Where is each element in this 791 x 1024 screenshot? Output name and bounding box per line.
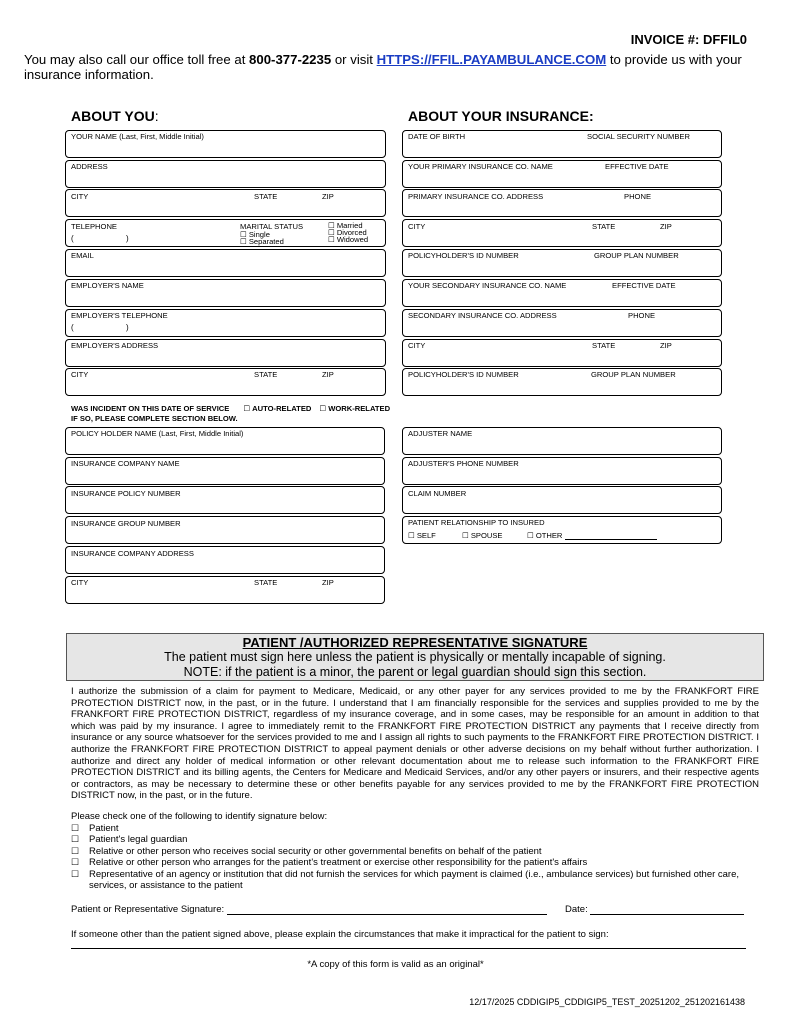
patient-relationship-label: PATIENT RELATIONSHIP TO INSURED (408, 518, 545, 527)
option-relative-benefits-checkbox[interactable]: ☐ Relative or other person who receives social security or other governmental benefits on behalf of the patient (71, 846, 761, 857)
claim-number-field[interactable] (402, 486, 722, 514)
secondary-phone-label: PHONE (628, 311, 656, 320)
insurance-zip-label: ZIP (660, 222, 672, 231)
your-name-label: YOUR NAME (Last, First, Middle Initial) (71, 132, 204, 141)
adjuster-name-label: ADJUSTER NAME (408, 429, 473, 438)
single-checkbox[interactable]: ☐ Single (240, 230, 270, 239)
email-label: EMAIL (71, 251, 94, 260)
employer-telephone-label: EMPLOYER'S TELEPHONE (71, 311, 168, 320)
incident-zip-label: ZIP (322, 578, 334, 587)
insurance-city-label: CITY (408, 222, 426, 231)
dob-label: DATE OF BIRTH (408, 132, 466, 141)
other-checkbox[interactable]: ☐ OTHER (527, 531, 657, 540)
secondary-zip-label: ZIP (660, 341, 672, 350)
incident-question (71, 404, 390, 423)
signature-label: Patient or Representative Signature: (71, 904, 225, 915)
signature-title: PATIENT /AUTHORIZED REPRESENTATIVE SIGNATURE (242, 635, 588, 650)
intro-post: to provide us with your insurance information. (24, 52, 742, 82)
city-state-zip-field[interactable] (65, 189, 386, 217)
signature-line (71, 904, 547, 915)
employer-name-label: EMPLOYER'S NAME (71, 281, 144, 290)
payment-url-link[interactable]: HTTPS://FFIL.PAYAMBULANCE.COM (376, 52, 607, 67)
secondary-city-state-zip-field[interactable] (402, 339, 722, 367)
incident-state-label: STATE (254, 578, 278, 587)
explain-input[interactable] (71, 948, 746, 949)
insurance-group-number-label: INSURANCE GROUP NUMBER (71, 519, 181, 528)
secondary-policyholder-id-field[interactable] (402, 368, 722, 396)
dob-ssn-field[interactable] (402, 130, 722, 158)
invoice-number: INVOICE #: DFFIL0 (630, 32, 747, 47)
your-name-field[interactable] (65, 130, 386, 158)
signature-header (66, 633, 764, 681)
work-related-checkbox[interactable]: ☐ WORK-RELATED (319, 404, 390, 413)
telephone-marital-field[interactable] (65, 219, 386, 247)
employer-address-label: EMPLOYER'S ADDRESS (71, 341, 159, 350)
secondary-effective-date-label: EFFECTIVE DATE (612, 281, 676, 290)
zip-label: ZIP (322, 192, 334, 201)
footer-document-id: 12/17/2025 CDDIGIP5_CDDIGIP5_TEST_20251202_251202161438 (469, 997, 745, 1007)
secondary-city-label: CITY (408, 341, 426, 350)
state-label: STATE (254, 192, 278, 201)
email-field[interactable] (65, 249, 386, 277)
spouse-checkbox[interactable]: ☐ SPOUSE (462, 531, 502, 540)
primary-insurance-address-label: PRIMARY INSURANCE CO. ADDRESS (408, 192, 544, 201)
signature-instruction: The patient must sign here unless the patient is physically or mentally incapable of signing. (164, 650, 666, 664)
secondary-insurance-address-field[interactable] (402, 309, 722, 337)
telephone-paren-open: ( (71, 234, 74, 243)
date-label: Date: (565, 904, 588, 915)
signature-check-intro: Please check one of the following to identify signature below: (71, 811, 328, 822)
telephone-paren-close: ) (126, 234, 129, 243)
telephone-label: TELEPHONE (71, 222, 117, 231)
ssn-label: SOCIAL SECURITY NUMBER (587, 132, 690, 141)
policyholder-id-field[interactable] (402, 249, 722, 277)
insurance-policy-number-label: INSURANCE POLICY NUMBER (71, 489, 181, 498)
phone-label: PHONE (624, 192, 652, 201)
employer-city-state-zip-field[interactable] (65, 368, 386, 396)
signature-options (71, 823, 761, 891)
secondary-insurance-name-label: YOUR SECONDARY INSURANCE CO. NAME (408, 281, 567, 290)
insurance-company-name-field[interactable] (65, 457, 385, 485)
address-label: ADDRESS (71, 162, 108, 171)
option-legal-guardian-checkbox[interactable]: ☐ Patient's legal guardian (71, 834, 761, 845)
address-field[interactable] (65, 160, 386, 188)
insurance-company-address-label: INSURANCE COMPANY ADDRESS (71, 549, 194, 558)
employer-telephone-paren-open: ( (71, 323, 74, 332)
employer-telephone-field[interactable] (65, 309, 386, 337)
insurance-company-name-label: INSURANCE COMPANY NAME (71, 459, 180, 468)
adjuster-phone-field[interactable] (402, 457, 722, 485)
secondary-insurance-name-field[interactable] (402, 279, 722, 307)
adjuster-name-field[interactable] (402, 427, 722, 455)
date-input[interactable] (590, 904, 744, 915)
copy-valid-note: *A copy of this form is valid as an original* (307, 959, 484, 970)
authorization-text: I authorize the submission of a claim for payment to Medicare, Medicaid, or any other payer for any services provided to me by the FRANKFORT FIRE PROTECTION DISTRICT now, in the past, or in the future. I understand that I am financially responsible for the services and supplies provided to me by the FRANKFORT FIRE PROTECTION DISTRICT, regardless of my insurance coverage, and in some cases, may be responsible for an amount in addition to that which was paid by my insurance. I agree to immediately remit to the FRANKFORT FIRE PROTECTION DISTRICT any payments that I receive directly from insurance or any source whatsoever for the services provided to me and I assign all rights to such payments to the FRANKFORT FIRE PROTECTION DISTRICT. I authorize the FRANKFORT FIRE PROTECTION DISTRICT to appeal payment denials or other adverse decisions on my behalf without further authorization. I authorize and direct any holder of medical information or other relevant documentation about me to release such information to the FRANKFORT FIRE PROTECTION DISTRICT and its billing agents, the Centers for Medicare and Medicaid Services, and/or any other payers or insurers, and their respective agents or contractors, as may be necessary to determine these or other benefits payable for any services provided to me by the FRANKFORT FIRE PROTECTION DISTRICT now, in the past, or in the future. (71, 686, 759, 802)
secondary-insurance-address-label: SECONDARY INSURANCE CO. ADDRESS (408, 311, 557, 320)
auto-related-checkbox[interactable]: ☐ AUTO-RELATED (243, 404, 311, 413)
insurance-group-number-field[interactable] (65, 516, 385, 544)
explain-label: If someone other than the patient signed above, please explain the circumstances that make it impractical for the patient to sign: (71, 929, 609, 940)
effective-date-label: EFFECTIVE DATE (605, 162, 669, 171)
separated-checkbox[interactable]: ☐ Separated (240, 237, 284, 246)
employer-state-label: STATE (254, 370, 278, 379)
marital-status-label: MARITAL STATUS (240, 222, 304, 231)
insurance-policy-number-field[interactable] (65, 486, 385, 514)
city-label: CITY (71, 192, 89, 201)
primary-insurance-address-field[interactable] (402, 189, 722, 217)
policy-holder-name-field[interactable] (65, 427, 385, 455)
primary-insurance-name-label: YOUR PRIMARY INSURANCE CO. NAME (408, 162, 553, 171)
claim-number-label: CLAIM NUMBER (408, 489, 467, 498)
intro-pre: You may also call our office toll free at (24, 52, 250, 67)
incident-city-state-zip-field[interactable] (65, 576, 385, 604)
incident-question-text: WAS INCIDENT ON THIS DATE OF SERVICE (71, 404, 230, 413)
option-relative-arranges-checkbox[interactable]: ☐ Relative or other person who arranges for the patient's treatment or exercise other responsibility for the patient's affairs (71, 857, 761, 868)
divorced-checkbox[interactable]: ☐ Divorced (328, 228, 367, 237)
insurance-city-state-zip-field[interactable] (402, 219, 722, 247)
policy-holder-name-label: POLICY HOLDER NAME (Last, First, Middle Initial) (71, 429, 244, 438)
intro-text (24, 52, 764, 82)
option-agency-representative-checkbox[interactable]: ☐ Representative of an agency or institution that did not furnish the services for which payment is claimed (i.e., ambulance services) but furnished other care, services, or assistance to the patient (71, 869, 761, 892)
group-plan-label: GROUP PLAN NUMBER (594, 251, 679, 260)
widowed-checkbox[interactable]: ☐ Widowed (328, 235, 368, 244)
employer-telephone-paren-close: ) (126, 323, 129, 332)
primary-insurance-name-field[interactable] (402, 160, 722, 188)
intro-mid: or visit (331, 52, 377, 67)
date-line (565, 904, 744, 915)
policyholder-id-label: POLICYHOLDER'S ID NUMBER (408, 251, 519, 260)
employer-name-field[interactable] (65, 279, 386, 307)
signature-input[interactable] (227, 904, 547, 915)
employer-zip-label: ZIP (322, 370, 334, 379)
insurance-state-label: STATE (592, 222, 616, 231)
secondary-state-label: STATE (592, 341, 616, 350)
secondary-group-plan-label: GROUP PLAN NUMBER (591, 370, 676, 379)
self-checkbox[interactable]: ☐ SELF (408, 531, 436, 540)
adjuster-phone-label: ADJUSTER'S PHONE NUMBER (408, 459, 519, 468)
employer-city-label: CITY (71, 370, 89, 379)
signature-note: NOTE: if the patient is a minor, the parent or legal guardian should sign this section. (183, 665, 647, 679)
employer-address-field[interactable] (65, 339, 386, 367)
toll-free-phone: 800-377-2235 (249, 52, 332, 67)
patient-relationship-field[interactable] (402, 516, 722, 544)
option-patient-checkbox[interactable]: ☐ Patient (71, 823, 761, 834)
about-you-title: ABOUT YOU: (71, 108, 159, 124)
married-checkbox[interactable]: ☐ Married (328, 221, 363, 230)
secondary-policyholder-id-label: POLICYHOLDER'S ID NUMBER (408, 370, 519, 379)
incident-city-label: CITY (71, 578, 89, 587)
about-insurance-title: ABOUT YOUR INSURANCE: (408, 108, 594, 124)
incident-instruction: IF SO, PLEASE COMPLETE SECTION BELOW. (71, 413, 238, 423)
insurance-company-address-field[interactable] (65, 546, 385, 574)
